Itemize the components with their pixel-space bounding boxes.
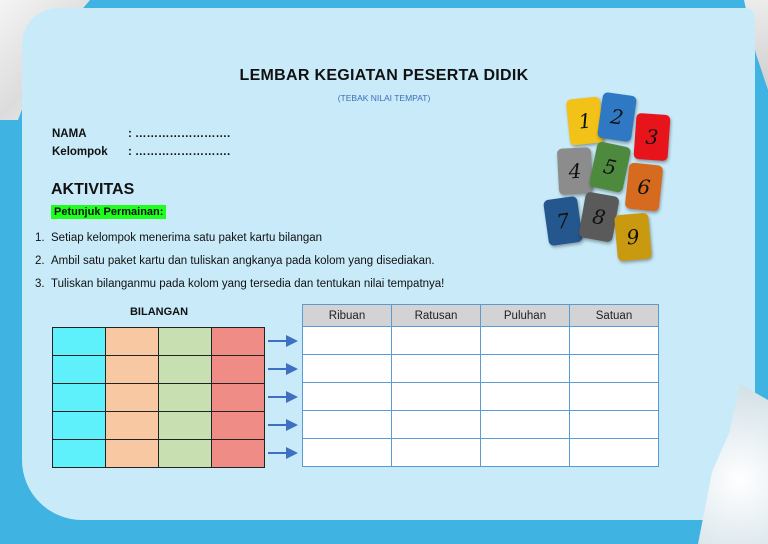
step-number: 2. [35, 255, 45, 267]
table-cell[interactable] [570, 327, 659, 355]
instruction-list [35, 230, 444, 299]
number-card [578, 191, 619, 242]
arrow-column [266, 327, 302, 467]
card-number: 4 [568, 158, 582, 184]
grid-cell[interactable] [106, 440, 159, 468]
table-cell[interactable] [303, 383, 392, 411]
column-header-satuan: Satuan [570, 305, 659, 327]
worksheet-title: LEMBAR KEGIATAN PESERTA DIDIK [239, 67, 529, 84]
grid-cell[interactable] [106, 384, 159, 412]
list-item [35, 253, 444, 276]
section-heading: AKTIVITAS [51, 181, 135, 198]
number-card [597, 92, 637, 142]
card-number: 8 [590, 204, 608, 230]
card-number: 1 [577, 108, 593, 134]
column-header-ratusan: Ratusan [392, 305, 481, 327]
table-cell[interactable] [481, 383, 570, 411]
column-header-ribuan: Ribuan [303, 305, 392, 327]
grid-cell[interactable] [53, 328, 106, 356]
table-cell[interactable] [481, 411, 570, 439]
table-cell[interactable] [392, 383, 481, 411]
grid-cell[interactable] [159, 356, 212, 384]
number-card [557, 147, 593, 195]
number-card [625, 162, 664, 211]
grid-cell[interactable] [159, 384, 212, 412]
table-row [303, 439, 659, 467]
table-cell[interactable] [570, 439, 659, 467]
table-cell[interactable] [570, 411, 659, 439]
grid-cell[interactable] [53, 440, 106, 468]
table-row [53, 384, 265, 412]
card-number: 6 [636, 174, 652, 200]
table-cell[interactable] [303, 411, 392, 439]
card-number: 3 [644, 124, 660, 150]
table-row [53, 356, 265, 384]
step-text: Ambil satu paket kartu dan tuliskan angkanya pada kolom yang disediakan. [51, 255, 435, 267]
place-value-table [302, 304, 659, 467]
group-label: Kelompok [52, 146, 108, 158]
table-row [303, 411, 659, 439]
table-cell[interactable] [392, 355, 481, 383]
grid-cell[interactable] [53, 412, 106, 440]
table-cell[interactable] [570, 383, 659, 411]
table-cell[interactable] [481, 439, 570, 467]
table-cell[interactable] [303, 355, 392, 383]
grid-cell[interactable] [212, 328, 265, 356]
list-item [35, 276, 444, 299]
table-cell[interactable] [392, 327, 481, 355]
card-number: 5 [601, 153, 619, 181]
grid-cell[interactable] [212, 440, 265, 468]
worksheet-subtitle: (TEBAK NILAI TEMPAT) [337, 93, 431, 103]
table-cell[interactable] [481, 355, 570, 383]
table-cell[interactable] [303, 327, 392, 355]
table-cell[interactable] [392, 411, 481, 439]
table-row [303, 355, 659, 383]
grid-cell[interactable] [212, 384, 265, 412]
table-row [303, 383, 659, 411]
number-card [633, 113, 670, 161]
grid-cell[interactable] [106, 356, 159, 384]
column-header-puluhan: Puluhan [481, 305, 570, 327]
name-label: NAMA [52, 128, 87, 140]
table-row [303, 327, 659, 355]
number-card [589, 141, 632, 193]
grid-cell[interactable] [159, 440, 212, 468]
card-number: 9 [625, 224, 641, 250]
table-cell[interactable] [570, 355, 659, 383]
name-field[interactable] [52, 128, 230, 140]
grid-cell[interactable] [53, 384, 106, 412]
table-row [53, 412, 265, 440]
list-item [35, 230, 444, 253]
step-text: Tuliskan bilanganmu pada kolom yang tersedia dan tentukan nilai tempatnya! [51, 278, 445, 290]
bilangan-title: BILANGAN [129, 306, 189, 318]
grid-cell[interactable] [212, 412, 265, 440]
number-card [543, 196, 583, 246]
grid-cell[interactable] [212, 356, 265, 384]
card-number: 2 [609, 104, 625, 130]
step-text: Setiap kelompok menerima satu paket kartu bilangan [51, 232, 323, 244]
table-row [53, 440, 265, 468]
grid-cell[interactable] [106, 328, 159, 356]
name-blank: : ……………………. [128, 128, 231, 140]
table-cell[interactable] [392, 439, 481, 467]
step-number: 1. [35, 232, 45, 244]
group-field[interactable] [52, 146, 230, 158]
step-number: 3. [35, 278, 45, 290]
group-blank: : ……………………. [128, 146, 231, 158]
grid-cell[interactable] [106, 412, 159, 440]
table-cell[interactable] [303, 439, 392, 467]
grid-cell[interactable] [159, 328, 212, 356]
number-card [614, 213, 652, 262]
table-row [53, 328, 265, 356]
card-number: 7 [555, 208, 571, 234]
grid-cell[interactable] [159, 412, 212, 440]
number-grid [52, 327, 265, 468]
game-instructions-label: Petunjuk Permainan: [51, 205, 166, 219]
table-header-row [303, 305, 659, 327]
grid-cell[interactable] [53, 356, 106, 384]
number-cards [540, 94, 680, 264]
table-cell[interactable] [481, 327, 570, 355]
